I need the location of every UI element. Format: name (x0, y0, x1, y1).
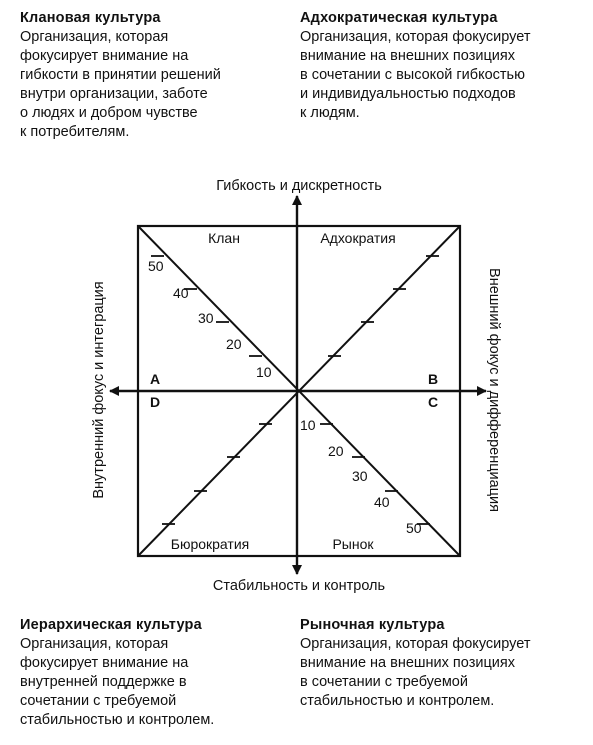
desc-line: в сочетании с требуемой (300, 674, 468, 690)
desc-line: Организация, которая фокусирует (300, 29, 531, 45)
scale-label-30: 30 (352, 468, 368, 484)
desc-line: стабильностью и контролем. (20, 712, 215, 728)
desc-line: гибкости в принятии решений (20, 67, 221, 83)
scale-label-50: 50 (406, 520, 422, 536)
corner-letter-a: A (150, 371, 161, 387)
hierarchy-culture-title: Иерархическая культура (20, 617, 202, 633)
desc-line: внимание на внешних позициях (300, 655, 515, 671)
axis-label-stability: Стабильность и контроль (212, 578, 386, 594)
tick-marks-clan (151, 256, 262, 356)
market-culture-description (300, 635, 530, 711)
desc-line: к потребителям. (20, 124, 130, 140)
desc-line: Организация, которая (20, 29, 169, 45)
desc-line: и индивидуальностью подходов (300, 86, 516, 102)
quadrant-label-bureaucracy: Бюрократия (170, 536, 250, 552)
hierarchy-culture-block (20, 617, 214, 730)
clan-culture-title: Клановая культура (20, 10, 161, 26)
scale-label-40: 40 (374, 494, 390, 510)
scale-label-10: 10 (256, 364, 272, 380)
desc-line: сочетании с требуемой (20, 693, 177, 709)
scale-label-10: 10 (300, 417, 316, 433)
desc-line: фокусирует внимание на (20, 655, 189, 671)
scale-label-50: 50 (148, 258, 164, 274)
competing-values-diagram (0, 170, 593, 610)
market-culture-block (300, 617, 530, 711)
desc-line: внутри организации, заботе (20, 86, 208, 102)
quadrant-label-adhocracy: Адхократия (320, 230, 396, 246)
adhocracy-culture-description (300, 28, 530, 123)
scale-label-20: 20 (328, 443, 344, 459)
corner-letter-d: D (150, 394, 161, 410)
desc-line: в сочетании с высокой гибкостью (300, 67, 525, 83)
axis-label-external-focus: Внешний фокус и дифференциация (486, 268, 502, 512)
corner-letter-c: C (428, 394, 439, 410)
quadrant-label-clan: Клан (208, 230, 240, 246)
desc-line: о людях и добром чувстве (20, 105, 198, 121)
scale-labels-clan (148, 258, 272, 380)
quadrant-label-market: Рынок (332, 536, 374, 552)
scale-label-30: 30 (198, 310, 214, 326)
desc-line: к людям. (300, 105, 360, 121)
scale-labels-market (300, 417, 422, 536)
scale-label-20: 20 (226, 336, 242, 352)
desc-line: стабильностью и контролем. (300, 693, 495, 709)
desc-line: Организация, которая (20, 636, 169, 652)
adhocracy-culture-block (300, 10, 530, 123)
clan-culture-description (20, 28, 221, 142)
scale-label-40: 40 (173, 285, 189, 301)
desc-line: внутренней поддержке в (20, 674, 187, 690)
corner-letter-b: B (428, 371, 439, 387)
tick-marks-adhocracy (328, 256, 439, 356)
desc-line: внимание на внешних позициях (300, 48, 515, 64)
hierarchy-culture-description (20, 635, 214, 730)
axis-label-internal-focus: Внутренний фокус и интеграция (91, 281, 107, 499)
desc-line: фокусирует внимание на (20, 48, 189, 64)
adhocracy-culture-title: Адхократическая культура (300, 10, 498, 26)
desc-line: Организация, которая фокусирует (300, 636, 531, 652)
axis-label-flexibility: Гибкость и дискретность (216, 178, 382, 194)
clan-culture-block (20, 10, 221, 142)
market-culture-title: Рыночная культура (300, 617, 445, 633)
